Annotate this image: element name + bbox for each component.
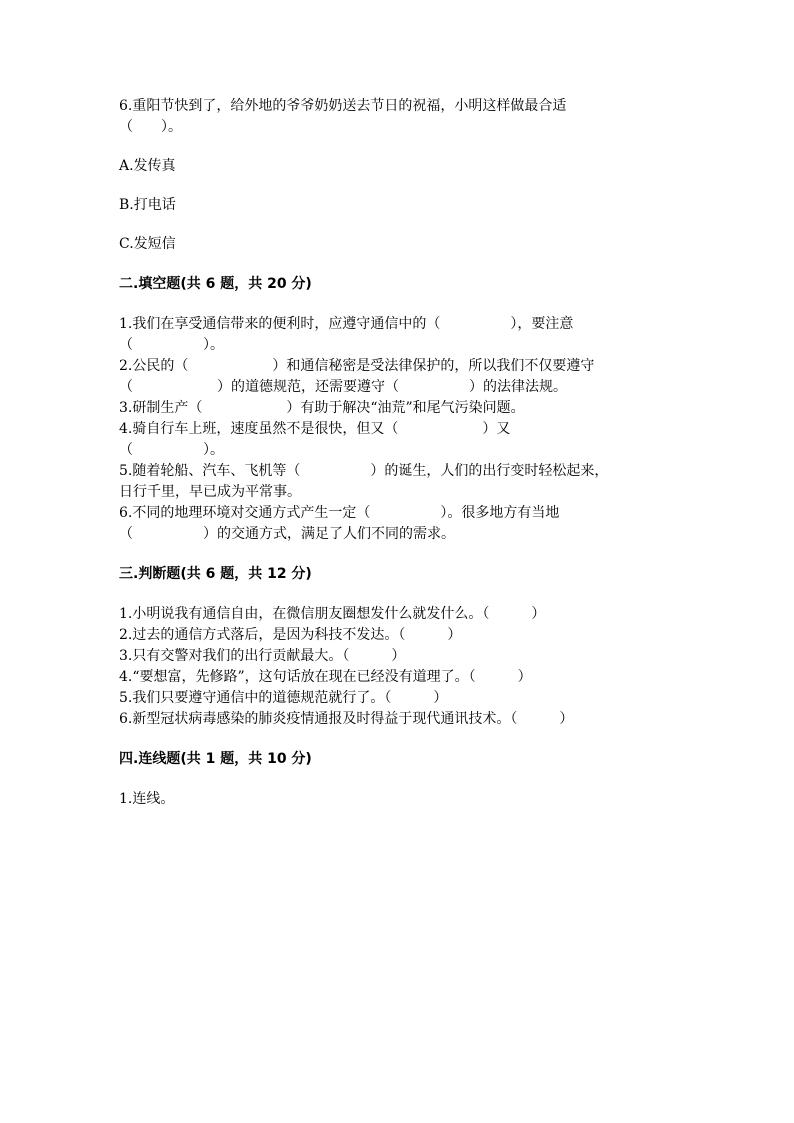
- question-6-stem-line-2: （ ）。: [119, 119, 182, 135]
- fill-in-line: （ ）。: [119, 337, 224, 353]
- matching-section: [119, 749, 679, 810]
- fill-in-line: 4.骑自行车上班，速度虽然不是很快，但又（ ）又: [119, 421, 511, 437]
- true-false-item: 3.只有交警对我们的出行贡献最大。（ ）: [119, 648, 406, 664]
- option-c: C.发短信: [119, 236, 176, 252]
- fill-in-line: （ ）的交通方式，满足了人们不同的需求。: [119, 526, 455, 542]
- fill-in-line: 2.公民的（ ）和通信秘密是受法律保护的，所以我们不仅要遵守: [119, 358, 595, 374]
- true-false-item: 6.新型冠状病毒感染的肺炎疫情通报及时得益于现代通讯技术。（ ）: [119, 711, 574, 727]
- true-false-item: 5.我们只要遵守通信中的道德规范就行了。（ ）: [119, 690, 448, 706]
- option-b: B.打电话: [119, 197, 176, 213]
- fill-in-line: 5.随着轮船、汽车、飞机等（ ）的诞生，人们的出行变时轻松起来，: [119, 463, 609, 479]
- fill-in-section-title: 二.填空题(共 6 题，共 20 分): [119, 276, 312, 292]
- true-false-item: 4.“要想富，先修路”，这句话放在现在已经没有道理了。（ ）: [119, 669, 532, 685]
- true-false-item: 2.过去的通信方式落后，是因为科技不发达。（ ）: [119, 627, 462, 643]
- matching-section-title: 四.连线题(共 1 题，共 10 分): [119, 751, 312, 767]
- question-6-stem-line-1: 6.重阳节快到了，给外地的爷爷奶奶送去节日的祝福，小明这样做最合适: [119, 98, 567, 114]
- true-false-section-title: 三.判断题(共 6 题，共 12 分): [119, 566, 312, 582]
- worksheet-page: [119, 96, 679, 810]
- matching-item: 1.连线。: [119, 791, 175, 807]
- fill-in-line: （ ）。: [119, 442, 224, 458]
- fill-in-line: 日行千里，早已成为平常事。: [119, 484, 301, 500]
- fill-in-line: 6.不同的地理环境对交通方式产生一定（ ）。很多地方有当地: [119, 505, 560, 521]
- true-false-section: [119, 564, 679, 730]
- fill-in-section: [119, 274, 679, 545]
- option-a: A.发传真: [119, 158, 176, 174]
- fill-in-line: 3.研制生产（ ）有助于解决“油荒”和尾气污染问题。: [119, 400, 525, 416]
- fill-in-line: （ ）的道德规范，还需要遵守（ ）的法律法规。: [119, 379, 567, 395]
- question-6: [119, 96, 679, 255]
- true-false-item: 1.小明说我有通信自由，在微信朋友圈想发什么就发什么。（ ）: [119, 606, 546, 622]
- fill-in-line: 1.我们在享受通信带来的便利时，应遵守通信中的（ ），要注意: [119, 316, 574, 332]
